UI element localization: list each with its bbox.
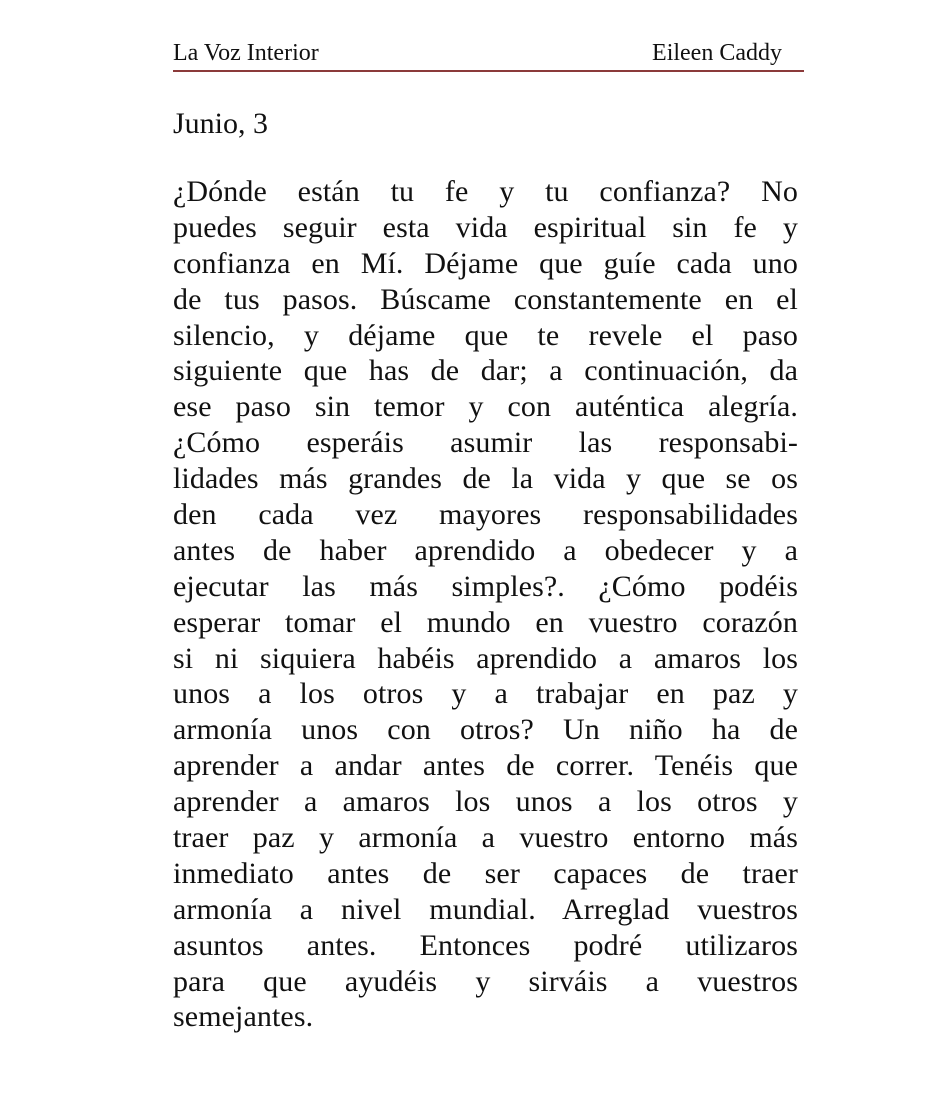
text-line: ejecutar las más simples?. ¿Cómo podéis [173, 569, 798, 603]
text-line: esperar tomar el mundo en vuestro corazón [173, 605, 798, 639]
text-line: siguiente que has de dar; a continuación, da [173, 354, 798, 388]
text-line: asuntos antes. Entonces podré utilizaros [173, 928, 798, 962]
text-line: aprender a andar antes de correr. Tenéis que [173, 749, 798, 783]
text-line: ¿Dónde están tu fe y tu confianza? No [173, 175, 798, 208]
running-header [173, 38, 804, 72]
text-line: de tus pasos. Búscame constantemente en el [173, 282, 798, 316]
text-line: ¿Cómo esperáis asumir las responsabi- [173, 426, 798, 460]
text-line: confianza en Mí. Déjame que guíe cada uno [173, 246, 798, 280]
book-title: La Voz Interior [173, 40, 319, 66]
text-line: semejantes. [173, 1000, 314, 1034]
text-line: ese paso sin temor y con auténtica alegría. [173, 390, 798, 424]
text-line: para que ayudéis y sirváis a vuestros [173, 964, 798, 998]
text-line: silencio, y déjame que te revele el paso [173, 318, 798, 352]
text-line: antes de haber aprendido a obedecer y a [173, 533, 798, 567]
entry-date: Junio, 3 [173, 107, 269, 140]
entry-body [173, 174, 798, 1035]
text-line: unos a los otros y a trabajar en paz y [173, 677, 798, 711]
text-line: inmediato antes de ser capaces de traer [173, 856, 798, 890]
text-line: den cada vez mayores responsabilidades [173, 498, 798, 532]
text-line: armonía a nivel mundial. Arreglad vuestros [173, 892, 798, 926]
text-line: si ni siquiera habéis aprendido a amaros los [173, 641, 798, 675]
text-line: puedes seguir esta vida espiritual sin fe y [173, 210, 798, 244]
author-name: Eileen Caddy [652, 40, 782, 66]
text-line: lidades más grandes de la vida y que se os [173, 462, 798, 496]
text-line: aprender a amaros los unos a los otros y [173, 785, 798, 819]
text-line: traer paz y armonía a vuestro entorno más [173, 821, 798, 855]
text-line: armonía unos con otros? Un niño ha de [173, 713, 798, 747]
